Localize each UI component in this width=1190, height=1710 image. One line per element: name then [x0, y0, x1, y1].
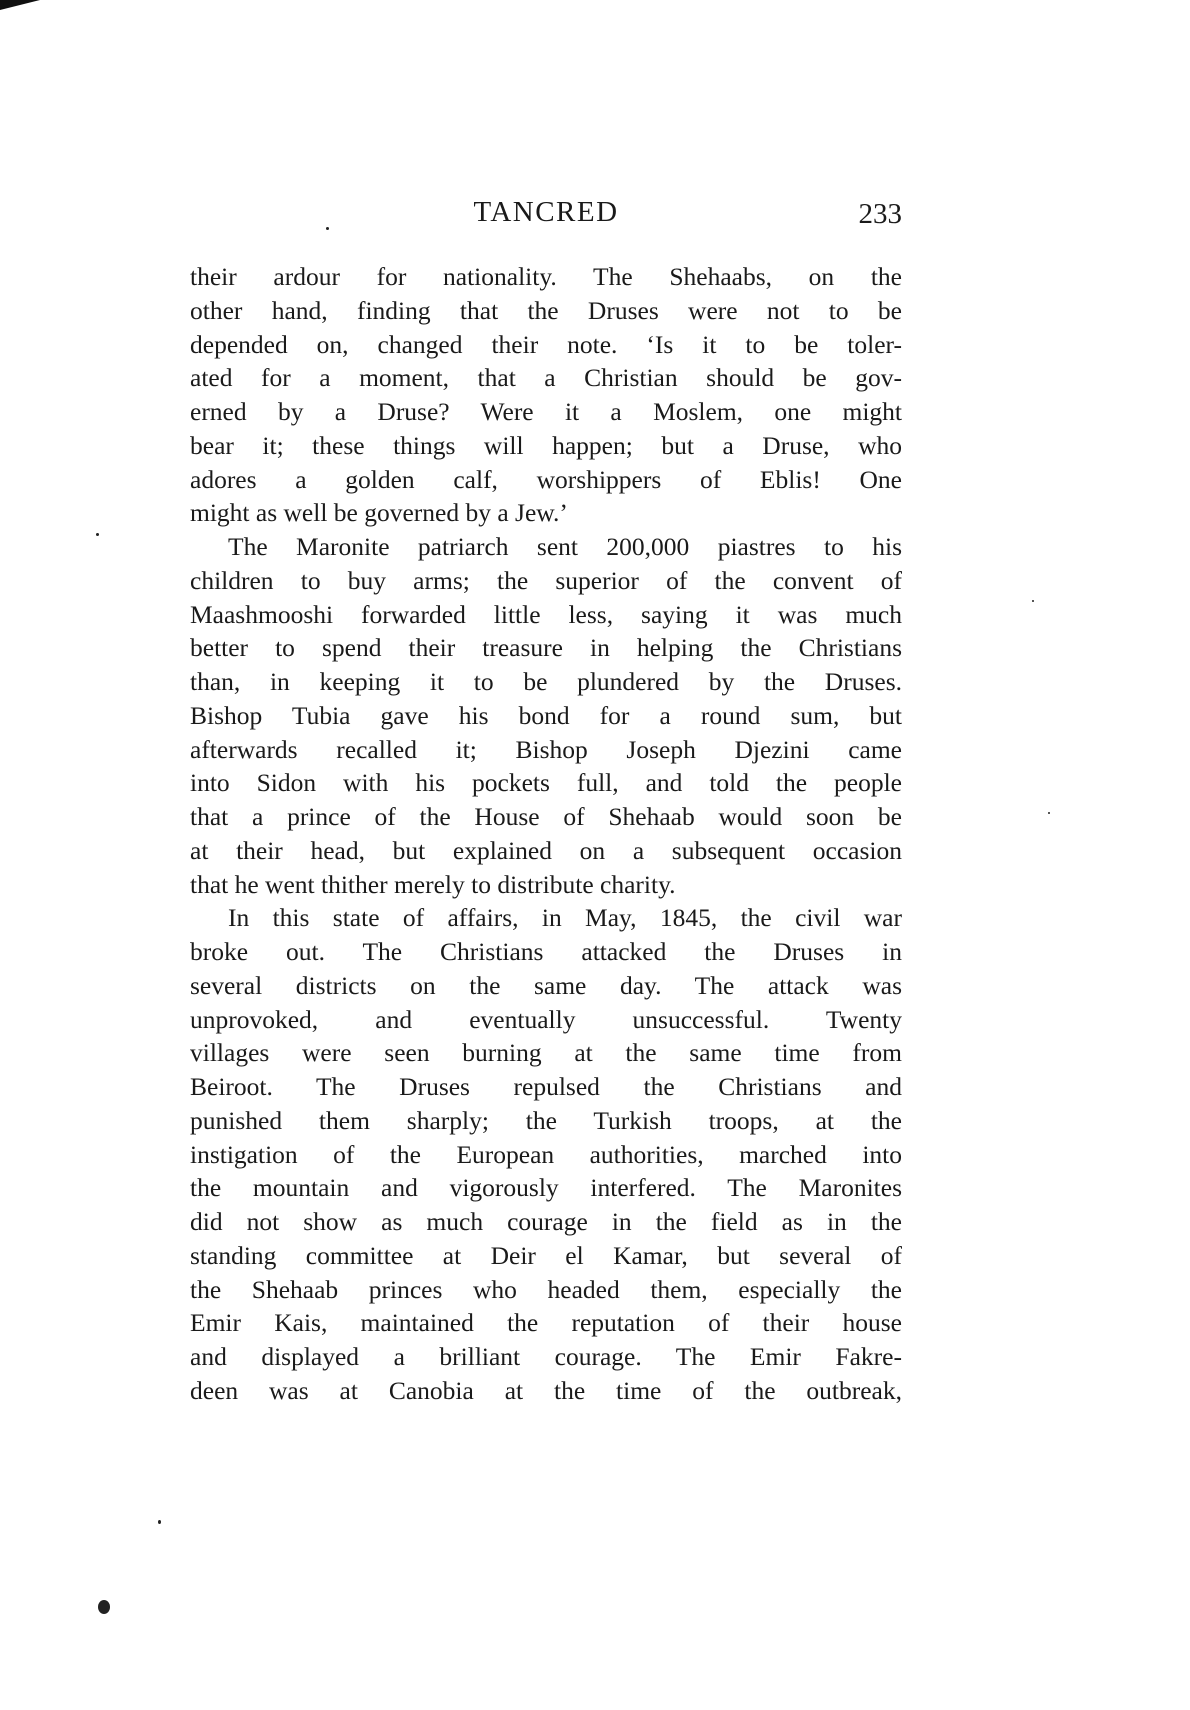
text-line: unprovoked, and eventually unsuccessful. Twenty	[190, 1004, 902, 1034]
scan-speck	[326, 227, 329, 230]
text-line: Bishop Tubia gave his bond for a round sum, but	[190, 700, 902, 730]
scan-speck	[96, 533, 99, 536]
text-line: deen was at Canobia at the time of the outbreak,	[190, 1375, 902, 1405]
text-line: might as well be governed by a Jew.’	[190, 498, 568, 528]
text-line: children to buy arms; the superior of the convent of	[190, 565, 902, 595]
text-line: standing committee at Deir el Kamar, but several of	[190, 1240, 902, 1270]
text-line: that a prince of the House of Shehaab would soon be	[190, 802, 902, 831]
text-line: depended on, changed their note. ‘Is it to be toler-	[190, 329, 902, 359]
text-line: afterwards recalled it; Bishop Joseph Djezini came	[190, 734, 902, 764]
scan-speck	[1032, 600, 1034, 602]
scan-speck	[98, 1600, 110, 1614]
text-line: adores a golden calf, worshippers of Eblis! One	[190, 464, 902, 494]
text-line: Emir Kais, maintained the reputation of their house	[190, 1308, 902, 1338]
text-line: than, in keeping it to be plundered by the Druses.	[190, 667, 902, 696]
text-line: erned by a Druse? Were it a Moslem, one might	[190, 397, 902, 426]
scan-speck	[158, 1520, 161, 1524]
body-text	[190, 260, 902, 1408]
text-line: into Sidon with his pockets full, and told the people	[190, 768, 902, 798]
text-line: other hand, finding that the Druses were not to be	[190, 295, 902, 325]
running-head	[190, 196, 902, 236]
text-line: In this state of affairs, in May, 1845, the civil war	[228, 903, 902, 933]
text-line: ated for a moment, that a Christian should be gov-	[190, 363, 902, 393]
text-line: The Maronite patriarch sent 200,000 piastres to his	[228, 532, 902, 561]
text-line: instigation of the European authorities, marched into	[190, 1139, 902, 1169]
text-line: several districts on the same day. The attack was	[190, 970, 902, 1000]
text-line: that he went thither merely to distribute charity.	[190, 869, 676, 899]
scan-speck	[1048, 812, 1050, 814]
text-line: and displayed a brilliant courage. The Emir Fakre-	[190, 1342, 902, 1371]
text-line: did not show as much courage in the field as in the	[190, 1207, 902, 1236]
text-line: Beiroot. The Druses repulsed the Christians and	[190, 1072, 902, 1101]
page-number: 233	[858, 198, 902, 230]
text-line: Maashmooshi forwarded little less, saying it was much	[190, 599, 902, 629]
text-line: better to spend their treasure in helping the Christians	[190, 633, 902, 663]
text-line: the Shehaab princes who headed them, especially the	[190, 1274, 902, 1304]
scan-corner-mark	[0, 0, 40, 10]
text-line: their ardour for nationality. The Shehaabs, on the	[190, 262, 902, 291]
running-title: TANCRED	[473, 196, 619, 228]
text-line: the mountain and vigorously interfered. The Maronites	[190, 1173, 902, 1203]
text-line: broke out. The Christians attacked the Druses in	[190, 937, 902, 966]
text-line: bear it; these things will happen; but a Druse, who	[190, 430, 902, 460]
text-line: punished them sharply; the Turkish troops, at the	[190, 1105, 902, 1135]
text-line: villages were seen burning at the same time from	[190, 1038, 902, 1068]
text-line: at their head, but explained on a subsequent occasion	[190, 835, 902, 865]
